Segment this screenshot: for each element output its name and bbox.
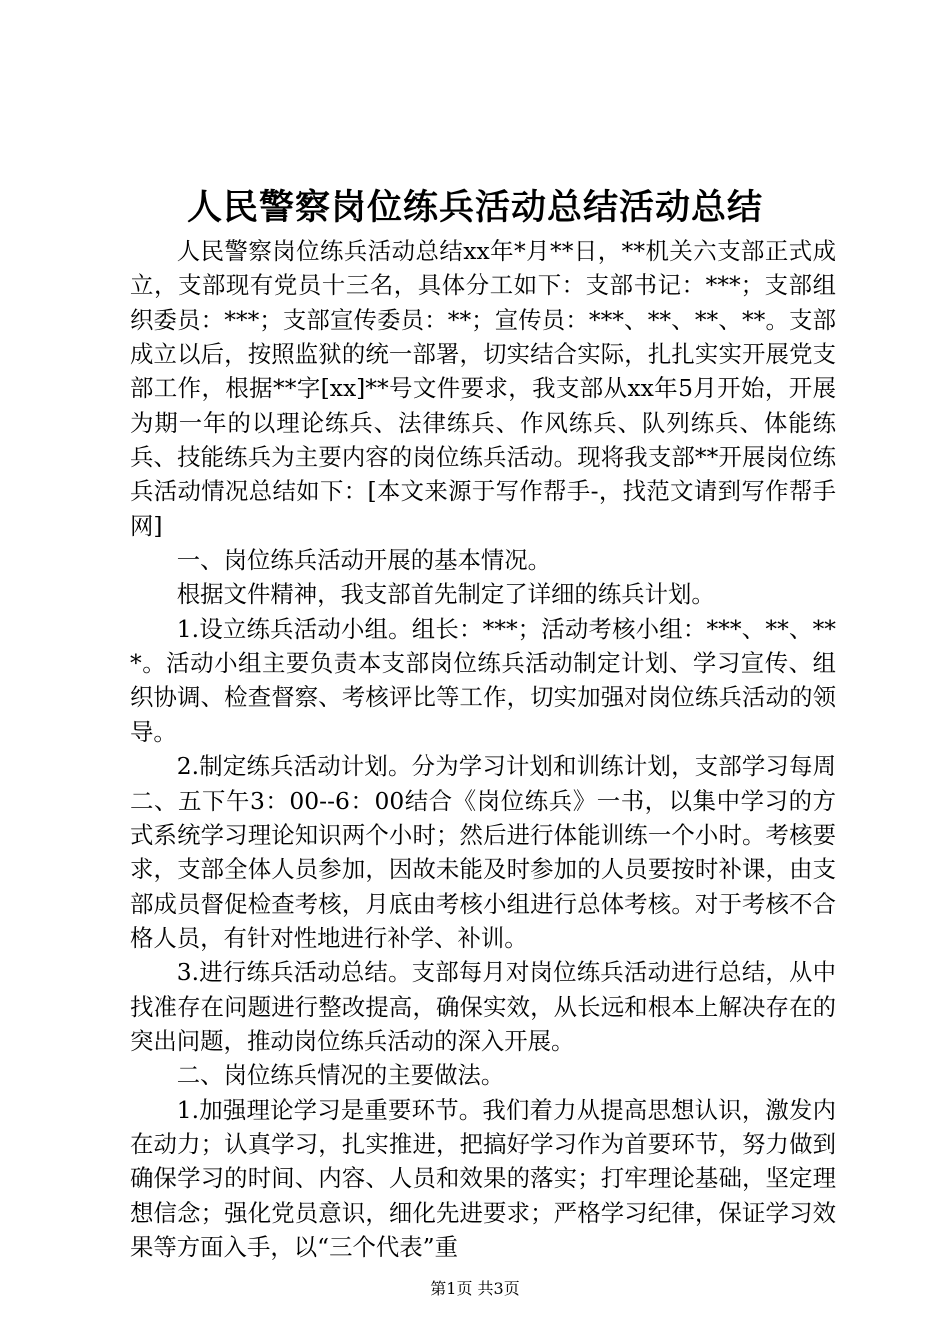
- paragraph-item-2: 2.制定练兵活动计划。分为学习计划和训练计划，支部学习每周二、五下午3：00--6：00结合《岗位练兵》一书，以集中学习的方式系统学习理论知识两个小时；然后进行体能训练一个小时。考核要求，支部全体人员参加，因故未能及时参加的人员要按时补课，由支部成员督促检查考核，月底由考核小组进行总体考核。对于考核不合格人员，有针对性地进行补学、补训。: [130, 752, 836, 952]
- paragraph-item-1: 1.设立练兵活动小组。组长：***；活动考核小组：***、**、***。活动小组主要负责本支部岗位练兵活动制定计划、学习宣传、组织协调、检查督察、考核评比等工作，切实加强对岗位练兵活动的领导。: [130, 614, 836, 746]
- document-title: 人民警察岗位练兵活动总结活动总结: [186, 187, 763, 228]
- paragraph-section-1-heading: 一、岗位练兵活动开展的基本情况。: [176, 546, 552, 575]
- paragraph-intro: 人民警察岗位练兵活动总结xx年*月**日，**机关六支部正式成立，支部现有党员十三名，具体分工如下：支部书记：***；支部组织委员：***；支部宣传委员：**；宣传员：***、**、**、**。支部成立以后，按照监狱的统一部署，切实结合实际，扎扎实实开展党支部工作，根据**字[xx]**号文件要求，我支部从xx年5月开始，开展为期一年的以理论练兵、法律练兵、作风练兵、队列练兵、体能练兵、技能练兵为主要内容的岗位练兵活动。现将我支部**开展岗位练兵活动情况总结如下：[本文来源于写作帮手-，找范文请到写作帮手网]: [130, 237, 836, 540]
- paragraph-item-3: 3.进行练兵活动总结。支部每月对岗位练兵活动进行总结，从中找准存在问题进行整改提高，确保实效，从长远和根本上解决存在的突出问题，推动岗位练兵活动的深入开展。: [130, 958, 836, 1055]
- page-footer: 第1页 共3页: [430, 1279, 520, 1298]
- document-body: [130, 234, 836, 1264]
- paragraph-section-2-heading: 二、岗位练兵情况的主要做法。: [176, 1061, 505, 1090]
- paragraph-section-2-item-1: 1.加强理论学习是重要环节。我们着力从提高思想认识，激发内在动力；认真学习，扎实推进，把搞好学习作为首要环节，努力做到确保学习的时间、内容、人员和效果的落实；打牢理论基础，坚定理想信念；强化党员意识，细化先进要求；严格学习纪律，保证学习效果等方面入手，以“三个代表”重: [130, 1095, 836, 1261]
- paragraph-plan-intro: 根据文件精神，我支部首先制定了详细的练兵计划。: [176, 580, 715, 609]
